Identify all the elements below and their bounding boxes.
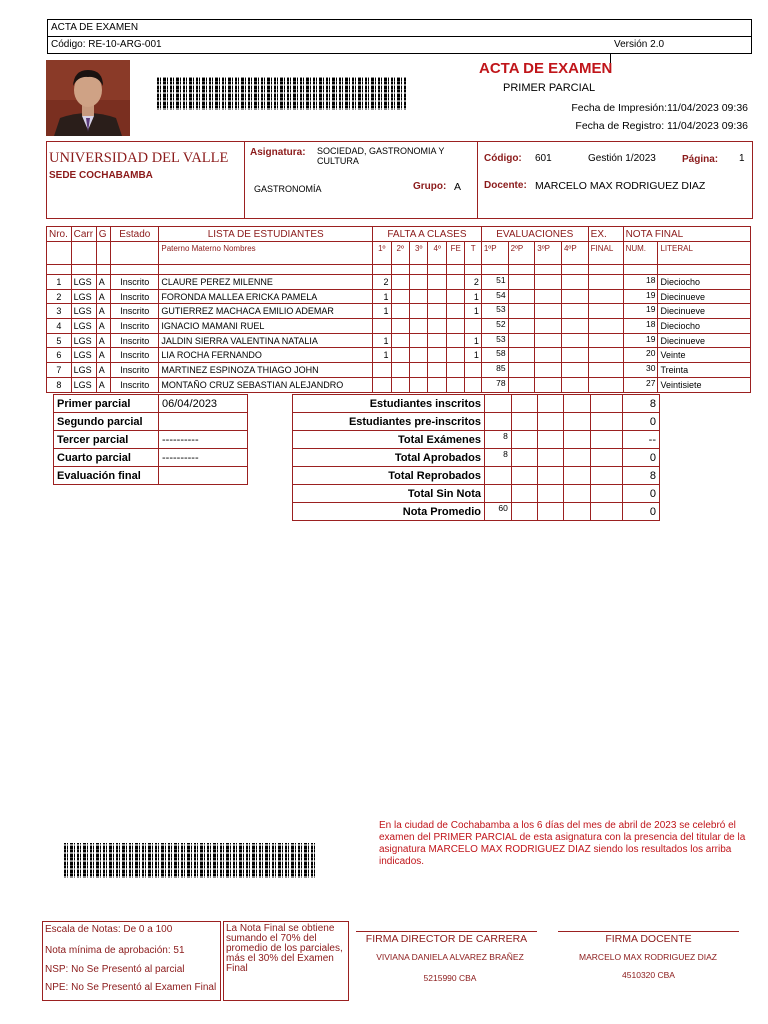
empty-cell [561, 275, 588, 290]
row-eval-1: 85 [481, 363, 508, 378]
header-box [47, 19, 752, 54]
empty-cell [446, 377, 464, 392]
empty-cell [511, 467, 537, 485]
empty-cell [561, 348, 588, 363]
row-final-literal: Dieciocho [658, 275, 751, 290]
exam-name: Tercer parcial [54, 431, 159, 449]
empty-cell [428, 348, 446, 363]
row-final-num: 19 [623, 304, 658, 319]
empty-cell [563, 467, 591, 485]
empty-cell [409, 377, 427, 392]
col-lista: LISTA DE ESTUDIANTES [159, 227, 373, 242]
teacher-value: MARCELO MAX RODRIGUEZ DIAZ [535, 180, 706, 192]
exam-row [54, 449, 248, 467]
row-career: LGS [71, 333, 96, 348]
sub-e3: 3ºP [535, 242, 562, 265]
signature-director-id: 5215990 CBA [423, 973, 477, 983]
empty-cell [511, 449, 537, 467]
row-final-literal: Veintisiete [658, 377, 751, 392]
row-eval-1: 51 [481, 275, 508, 290]
row-number: 5 [47, 333, 72, 348]
row-eval-1: 53 [481, 333, 508, 348]
scale-text: Escala de Notas: De 0 a 100 [45, 924, 173, 935]
empty-cell [588, 319, 623, 334]
row-student-name: FORONDA MALLEA ERICKA PAMELA [159, 289, 373, 304]
row-eval-1: 53 [481, 304, 508, 319]
empty-cell [409, 333, 427, 348]
register-date: Fecha de Registro: 11/04/2023 09:36 [575, 120, 748, 132]
empty-cell [428, 333, 446, 348]
row-absence-1 [373, 319, 391, 334]
empty-cell [511, 485, 537, 503]
empty-cell [588, 363, 623, 378]
term-value: Gestión 1/2023 [588, 153, 656, 164]
row-student-name: LIA ROCHA FERNANDO [159, 348, 373, 363]
col-estado: Estado [111, 227, 159, 242]
summary-row [293, 467, 660, 485]
code-label: Código: [484, 153, 522, 164]
exam-date: ---------- [159, 449, 248, 467]
sub-e4: 4ºP [561, 242, 588, 265]
empty-cell [591, 395, 623, 413]
empty-cell [391, 275, 409, 290]
empty-cell [591, 503, 623, 521]
empty-cell [591, 431, 623, 449]
empty-cell [391, 348, 409, 363]
table-subheader-row [47, 242, 751, 265]
empty-cell [409, 363, 427, 378]
summary-total: 8 [623, 395, 660, 413]
document-title: ACTA DE EXAMEN [479, 60, 613, 77]
row-career: LGS [71, 275, 96, 290]
exam-row [54, 413, 248, 431]
row-absence-total: 1 [465, 304, 481, 319]
row-eval-1: 58 [481, 348, 508, 363]
row-student-name: IGNACIO MAMANI RUEL [159, 319, 373, 334]
header-version: Versión 2.0 [614, 39, 665, 50]
row-absence-total [465, 377, 481, 392]
row-absence-total: 2 [465, 275, 481, 290]
empty-cell [508, 377, 535, 392]
row-number: 7 [47, 363, 72, 378]
signature-teacher-id: 4510320 CBA [622, 970, 675, 980]
code-value: 601 [535, 153, 552, 164]
col-g: G [96, 227, 110, 242]
empty-cell [508, 275, 535, 290]
summary-row [293, 449, 660, 467]
empty-cell [588, 377, 623, 392]
summary-label: Total Exámenes [293, 431, 485, 449]
summary-label: Estudiantes pre-inscritos [293, 413, 485, 431]
row-absence-1: 1 [373, 304, 391, 319]
final-grade-note: La Nota Final se obtiene sumando el 70% del promedio de los parciales, más el 30% del Examen Final [226, 923, 343, 974]
signature-director-title: FIRMA DIRECTOR DE CARRERA [365, 933, 528, 945]
row-number: 2 [47, 289, 72, 304]
row-absence-total: 1 [465, 289, 481, 304]
col-nro: Nro. [47, 227, 72, 242]
empty-cell [511, 395, 537, 413]
group-label: Grupo: [413, 181, 447, 192]
row-status: Inscrito [111, 348, 159, 363]
empty-cell [446, 348, 464, 363]
summary-row [293, 503, 660, 521]
summary-label: Estudiantes inscritos [293, 395, 485, 413]
row-final-num: 27 [623, 377, 658, 392]
row-absence-1: 1 [373, 348, 391, 363]
row-status: Inscrito [111, 319, 159, 334]
empty-cell [588, 304, 623, 319]
summary-p1: 8 [484, 431, 511, 449]
page-label: Página: [682, 154, 719, 165]
row-group: A [96, 304, 110, 319]
table-row [47, 319, 751, 334]
empty-cell [409, 319, 427, 334]
exam-row [54, 395, 248, 413]
empty-cell [409, 289, 427, 304]
row-student-name: GUTIERREZ MACHACA EMILIO ADEMAR [159, 304, 373, 319]
row-career: LGS [71, 289, 96, 304]
row-status: Inscrito [111, 377, 159, 392]
empty-cell [535, 333, 562, 348]
empty-cell [391, 333, 409, 348]
empty-cell [446, 363, 464, 378]
empty-cell [561, 333, 588, 348]
row-final-literal: Diecinueve [658, 333, 751, 348]
row-number: 4 [47, 319, 72, 334]
print-date: Fecha de Impresión:11/04/2023 09:36 [571, 102, 748, 114]
table-row [47, 333, 751, 348]
row-final-literal: Diecinueve [658, 304, 751, 319]
exam-date: 06/04/2023 [159, 395, 248, 413]
header-code: Código: RE-10-ARG-001 [51, 39, 162, 50]
row-absence-1 [373, 377, 391, 392]
row-career: LGS [71, 348, 96, 363]
row-final-literal: Dieciocho [658, 319, 751, 334]
row-final-num: 30 [623, 363, 658, 378]
row-student-name: MARTINEZ ESPINOZA THIAGO JOHN [159, 363, 373, 378]
row-group: A [96, 363, 110, 378]
table-row [47, 289, 751, 304]
final-grade-note-box [223, 921, 349, 1001]
col-nota-final: NOTA FINAL [623, 227, 750, 242]
empty-cell [409, 275, 427, 290]
empty-cell [537, 503, 563, 521]
sub-names: Paterno Materno Nombres [159, 242, 373, 265]
row-group: A [96, 348, 110, 363]
empty-cell [563, 485, 591, 503]
row-absence-total [465, 319, 481, 334]
row-final-num: 20 [623, 348, 658, 363]
empty-cell [535, 348, 562, 363]
empty-cell [591, 413, 623, 431]
empty-cell [446, 275, 464, 290]
empty-cell [508, 348, 535, 363]
empty-cell [535, 304, 562, 319]
table-row [47, 304, 751, 319]
empty-cell [391, 377, 409, 392]
row-absence-1 [373, 363, 391, 378]
exam-row [54, 431, 248, 449]
empty-cell [409, 304, 427, 319]
empty-cell [537, 395, 563, 413]
summary-label: Total Aprobados [293, 449, 485, 467]
row-status: Inscrito [111, 304, 159, 319]
empty-cell [428, 304, 446, 319]
signature-teacher-title: FIRMA DOCENTE [605, 933, 692, 945]
sub-e2: 2ºP [508, 242, 535, 265]
empty-cell [428, 289, 446, 304]
row-status: Inscrito [111, 363, 159, 378]
empty-cell [391, 304, 409, 319]
col-ex: EX. [588, 227, 623, 242]
university-name: UNIVERSIDAD DEL VALLE [49, 150, 229, 166]
empty-cell [588, 275, 623, 290]
barcode-top [157, 77, 407, 110]
summary-row [293, 485, 660, 503]
exam-name: Primer parcial [54, 395, 159, 413]
row-status: Inscrito [111, 333, 159, 348]
sub-final: FINAL [588, 242, 623, 265]
empty-cell [428, 377, 446, 392]
row-status: Inscrito [111, 289, 159, 304]
exam-dates-table [53, 394, 248, 485]
summary-table [292, 394, 660, 521]
row-student-name: CLAURE PEREZ MILENNE [159, 275, 373, 290]
signature-line-director [356, 931, 537, 932]
summary-row [293, 413, 660, 431]
teacher-label: Docente: [484, 180, 527, 191]
sub-fe: FE [446, 242, 464, 265]
row-group: A [96, 289, 110, 304]
npe-text: NPE: No Se Presentó al Examen Final [45, 982, 217, 993]
empty-cell [446, 289, 464, 304]
row-number: 6 [47, 348, 72, 363]
summary-total: 0 [623, 449, 660, 467]
empty-cell [428, 363, 446, 378]
sub-f1: 1º [373, 242, 391, 265]
empty-cell [535, 363, 562, 378]
group-value: A [454, 181, 462, 193]
campus-name: SEDE COCHABAMBA [49, 170, 153, 181]
col-carr: Carr [71, 227, 96, 242]
career-value: GASTRONOMÍA [254, 184, 322, 194]
signature-line-teacher [558, 931, 739, 932]
sub-t: T [465, 242, 481, 265]
row-status: Inscrito [111, 275, 159, 290]
nsp-text: NSP: No Se Presentó al parcial [45, 964, 185, 975]
barcode-bottom [64, 843, 316, 878]
row-group: A [96, 377, 110, 392]
signature-director-name: VIVIANA DANIELA ALVAREZ BRAÑEZ [376, 952, 524, 962]
empty-cell [563, 395, 591, 413]
empty-cell [508, 333, 535, 348]
sub-literal: LITERAL [658, 242, 751, 265]
sub-f2: 2º [391, 242, 409, 265]
empty-cell [537, 413, 563, 431]
empty-cell [537, 431, 563, 449]
empty-cell [591, 449, 623, 467]
empty-cell [537, 467, 563, 485]
row-final-num: 18 [623, 275, 658, 290]
summary-label: Total Sin Nota [293, 485, 485, 503]
exam-date [159, 467, 248, 485]
table-row [47, 377, 751, 392]
row-group: A [96, 333, 110, 348]
empty-cell [588, 333, 623, 348]
grading-scale-box [42, 921, 221, 1001]
empty-cell [428, 319, 446, 334]
exam-row [54, 467, 248, 485]
subject-value: SOCIEDAD, GASTRONOMIA Y CULTURA [317, 146, 445, 166]
subject-label: Asignatura: [250, 147, 306, 158]
exam-name: Segundo parcial [54, 413, 159, 431]
row-group: A [96, 319, 110, 334]
empty-cell [511, 413, 537, 431]
row-student-name: JALDIN SIERRA VALENTINA NATALIA [159, 333, 373, 348]
empty-cell [535, 319, 562, 334]
exam-type: PRIMER PARCIAL [503, 82, 596, 94]
row-final-literal: Diecinueve [658, 289, 751, 304]
empty-cell [563, 431, 591, 449]
empty-cell [508, 304, 535, 319]
empty-cell [563, 503, 591, 521]
exam-date [159, 413, 248, 431]
row-career: LGS [71, 304, 96, 319]
page-value: 1 [739, 153, 745, 164]
sub-num: NUM. [623, 242, 658, 265]
row-group: A [96, 275, 110, 290]
empty-cell [508, 289, 535, 304]
empty-cell [561, 304, 588, 319]
empty-cell [561, 289, 588, 304]
summary-p1 [484, 485, 511, 503]
summary-total: 0 [623, 485, 660, 503]
empty-cell [588, 289, 623, 304]
table-row [47, 348, 751, 363]
table-header-row [47, 227, 751, 242]
summary-p1 [484, 413, 511, 431]
empty-cell [391, 319, 409, 334]
row-absence-1: 1 [373, 333, 391, 348]
empty-cell [428, 275, 446, 290]
student-photo [46, 60, 130, 136]
sub-e1: 1ºP [481, 242, 508, 265]
row-absence-total: 1 [465, 348, 481, 363]
empty-cell [561, 377, 588, 392]
table-row [47, 363, 751, 378]
summary-p1: 8 [484, 449, 511, 467]
summary-row [293, 395, 660, 413]
row-eval-1: 78 [481, 377, 508, 392]
summary-p1: 60 [484, 503, 511, 521]
empty-cell [588, 348, 623, 363]
empty-cell [563, 449, 591, 467]
empty-cell [537, 449, 563, 467]
row-final-literal: Veinte [658, 348, 751, 363]
empty-cell [511, 431, 537, 449]
empty-cell [508, 319, 535, 334]
exam-name: Cuarto parcial [54, 449, 159, 467]
row-absence-1: 1 [373, 289, 391, 304]
empty-cell [535, 289, 562, 304]
col-faltas: FALTA A CLASES [373, 227, 482, 242]
row-number: 3 [47, 304, 72, 319]
table-row [47, 275, 751, 290]
summary-p1 [484, 395, 511, 413]
col-evaluaciones: EVALUACIONES [481, 227, 588, 242]
empty-cell [561, 363, 588, 378]
row-absence-total [465, 363, 481, 378]
empty-cell [537, 485, 563, 503]
row-number: 1 [47, 275, 72, 290]
row-student-name: MONTAÑO CRUZ SEBASTIAN ALEJANDRO [159, 377, 373, 392]
summary-total: 0 [623, 503, 660, 521]
row-final-num: 19 [623, 333, 658, 348]
summary-label: Total Reprobados [293, 467, 485, 485]
empty-cell [446, 333, 464, 348]
empty-cell [591, 467, 623, 485]
row-absence-1: 2 [373, 275, 391, 290]
summary-row [293, 431, 660, 449]
row-career: LGS [71, 319, 96, 334]
empty-cell [591, 485, 623, 503]
header-title: ACTA DE EXAMEN [51, 22, 139, 33]
empty-cell [446, 319, 464, 334]
row-final-num: 19 [623, 289, 658, 304]
empty-cell [563, 413, 591, 431]
empty-cell [535, 377, 562, 392]
empty-cell [511, 503, 537, 521]
min-grade-text: Nota mínima de aprobación: 51 [45, 945, 185, 956]
row-final-literal: Treinta [658, 363, 751, 378]
sub-f3: 3º [409, 242, 427, 265]
sub-f4: 4º [428, 242, 446, 265]
row-final-num: 18 [623, 319, 658, 334]
exam-name: Evaluación final [54, 467, 159, 485]
row-career: LGS [71, 377, 96, 392]
row-eval-1: 52 [481, 319, 508, 334]
exam-statement: En la ciudad de Cochabamba a los 6 días del mes de abril de 2023 se celebró el examen del PRIMER PARCIAL de esta asignatura con la presencia del titular de la asignatura MARCELO MAX RODRIGUEZ DIAZ siendo los resultados los arriba indicados. [379, 820, 746, 867]
row-absence-total: 1 [465, 333, 481, 348]
row-number: 8 [47, 377, 72, 392]
empty-cell [508, 363, 535, 378]
signature-teacher-name: MARCELO MAX RODRIGUEZ DIAZ [579, 952, 717, 962]
empty-cell [409, 348, 427, 363]
summary-total: 0 [623, 413, 660, 431]
empty-cell [391, 363, 409, 378]
empty-cell [535, 275, 562, 290]
row-career: LGS [71, 363, 96, 378]
empty-cell [391, 289, 409, 304]
empty-cell [561, 319, 588, 334]
empty-cell [446, 304, 464, 319]
row-eval-1: 54 [481, 289, 508, 304]
students-table [46, 226, 751, 393]
summary-p1 [484, 467, 511, 485]
summary-total: 8 [623, 467, 660, 485]
exam-date: ---------- [159, 431, 248, 449]
summary-label: Nota Promedio [293, 503, 485, 521]
summary-total: -- [623, 431, 660, 449]
